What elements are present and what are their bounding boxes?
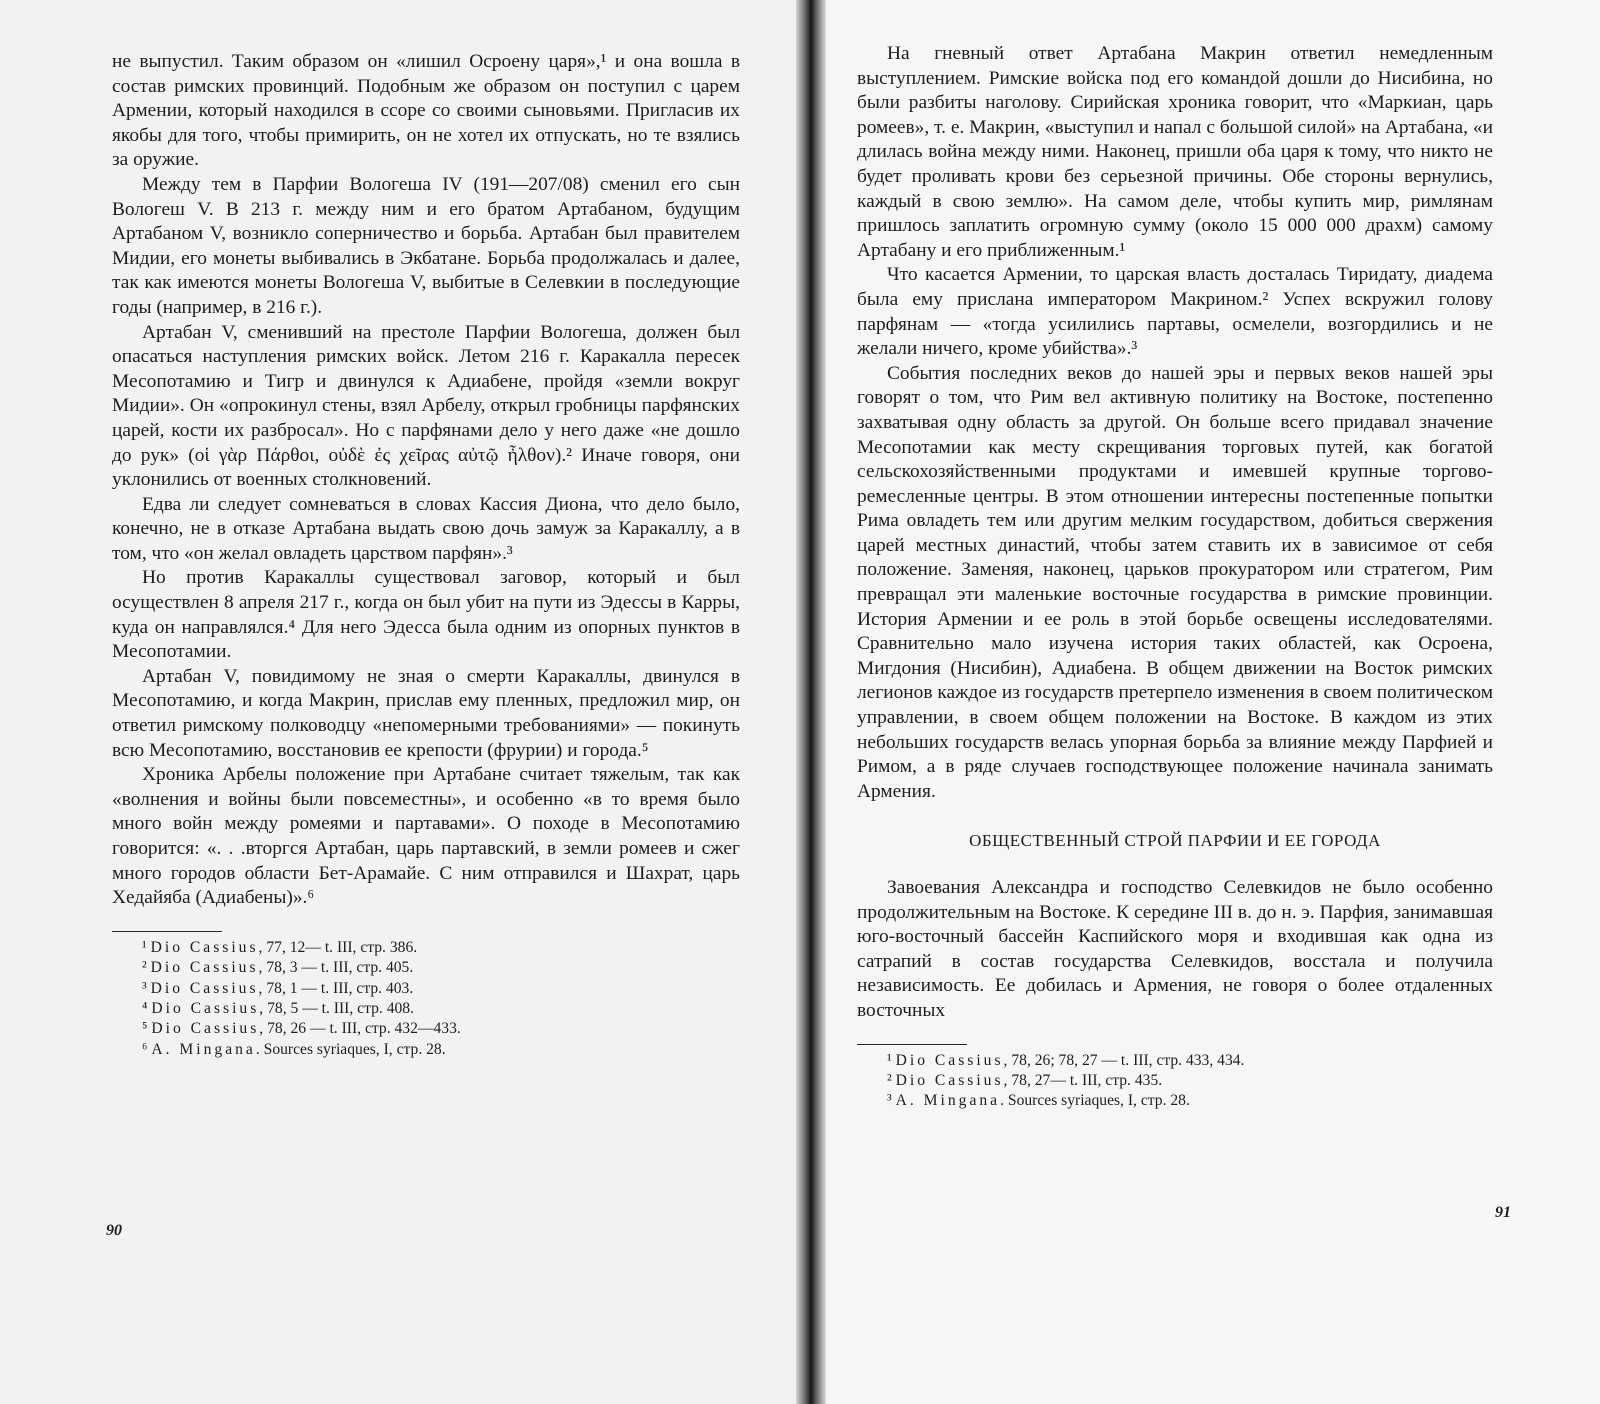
paragraph: Завоевания Александра и господство Селевкидов не было особенно продолжительным на Востоке. К середине III в. до н. э. Парфия, занимавшая юго-восточный бассейн Каспийского моря и входившая как одна из сатрапий в состав государства Селевкидов, восстала и получила независимость. Ее добилась и Армения, не говоря о более отдаленных восточных [857, 877, 1493, 1021]
paragraph: Что касается Армении, то царская власть досталась Тиридату, диадема была ему прислана императором Макрином.² Успех вскружил голову парфянам — «тогда усилились партавы, осмелели, возгордились и не желали ничего, кроме убийства».³ [857, 264, 1493, 360]
footnotes [112, 938, 740, 1060]
footnote [112, 999, 740, 1019]
footnote-mark: ⁵ [142, 1020, 148, 1038]
footnote [112, 938, 740, 958]
book-gutter [796, 0, 826, 1404]
paragraph: не выпустил. Таким образом он «лишил Осроену царя»,¹ и она вошла в состав римских провинций. Подобным же образом он поступил с царем Армении, который находился в ссоре со своими сыновьями. Пригласив их якобы для того, чтобы примирить, он не хотел их отпускать, но те взялись за оружие. [112, 51, 740, 171]
footnote [857, 1091, 1493, 1111]
footnote-mark: ⁴ [142, 1000, 148, 1017]
paragraph: Артабан V, сменивший на престоле Парфии Вологеша, должен был опасаться наступления римских войск. Летом 216 г. Каракалла пересек Месопотамию и Тигр и двинулся к Адиабене, пройдя «земли вокруг Мидии». Он «опрокинул стены, взял Арбелу, открыл гробницы парфянских царей, кости их разбросал». Но с парфянами дело у него даже «не дошло до рук» (οἱ γὰρ Πάρθοι, οὐδὲ ἐς χεῖρας αὐτῷ ἦλθον).² Иначе говоря, они уклонились от военных столкновений. [112, 321, 740, 491]
right-text-block [857, 42, 1493, 1112]
right-page [815, 0, 1600, 1404]
paragraph: На гневный ответ Артабана Макрин ответил немедленным выступлением. Римские войска под его командой дошли до Нисибина, но были разбиты наголову. Сирийская хроника говорит, что «Маркиан, царь ромеев», т. е. Макрин, «выступил и напал с большой силой» на Артабана, «и длилась война между ними. Наконец, пришли оба царя к тому, что никто не будет проливать крови без серьезной причины. Обе стороны вернулись, каждый в свою землю». На самом деле, чтобы купить мир, римлянам пришлось заплатить огромную сумму (около 15 000 000 драхм) самому Артабану и его приближенным.¹ [857, 43, 1493, 261]
footnote-mark: ³ [887, 1092, 892, 1110]
footnote-mark: ¹ [887, 1051, 892, 1069]
footnote-author: Dio Cassius [151, 1000, 260, 1017]
footnote-rule [112, 931, 222, 932]
footnote-text: , 77, 12— t. III, стр. 386. [258, 938, 418, 956]
paragraph: Между тем в Парфии Вологеша IV (191—207/08) сменил его сын Вологеш V. В 213 г. между ним и его братом Артабаном, будущим Артабаном V, возникло соперничество и борьба. Артабан был правителем Мидии, его монеты выбивались в Экбатане. Борьба продолжалась и далее, так как имеются монеты Вологеша V, выбитые в Селевкии в последующие годы (например, в 216 г.). [112, 173, 740, 318]
footnote [112, 958, 740, 978]
footnote-author: Dio Cassius [151, 1020, 260, 1038]
footnote-text: , 78, 5 — t. III, стр. 408. [259, 1000, 414, 1017]
footnote-text: . Sources syriaques, I, стр. 28. [1000, 1092, 1190, 1110]
footnote-mark: ¹ [142, 938, 147, 956]
footnote [857, 1051, 1493, 1071]
footnote-author: Dio Cassius [895, 1051, 1004, 1069]
footnote-text: , 78, 26; 78, 27 — t. III, стр. 433, 434. [1003, 1051, 1245, 1069]
paragraph: Но против Каракаллы существовал заговор, который и был осуществлен 8 апреля 217 г., когда он был убит на пути из Эдессы в Карры, куда он направлялся.⁴ Для него Эдесса была одним из опорных пунктов в Месопотамии. [112, 567, 740, 663]
footnote-text: , 78, 27— t. III, стр. 435. [1003, 1071, 1163, 1089]
footnote [112, 1019, 740, 1039]
paragraph: Артабан V, повидимому не зная о смерти Каракаллы, двинулся в Месопотамию, и когда Макрин, прислав ему пленных, предложил мир, он ответил римскому полководцу «непомерными требованиями» — покинуть всю Месопотамию, восстановив ее крепости (фрурии) и города.⁵ [112, 665, 740, 761]
footnote-mark: ² [887, 1071, 892, 1089]
footnotes [857, 1051, 1493, 1112]
footnote-text: , 78, 3 — t. III, стр. 405. [258, 959, 414, 977]
section-heading: ОБЩЕСТВЕННЫЙ СТРОЙ ПАРФИИ И ЕЕ ГОРОДА [969, 831, 1381, 851]
footnote-author: Dio Cassius [150, 979, 259, 997]
page-number: 91 [1495, 1204, 1511, 1221]
footnote [112, 1040, 740, 1060]
footnote-rule [857, 1044, 967, 1045]
footnote-author: Dio Cassius [150, 959, 259, 977]
footnote-mark: ³ [142, 979, 147, 997]
paragraph: События последних веков до нашей эры и первых веков нашей эры говорят о том, что Рим вел активную политику на Востоке, постепенно захватывая одну область за другой. Он больше всего придавал значение Месопотамии как месту скрещивания торговых путей, как богатой сельскохозяйственными продуктами и имевшей крупные торгово-ремесленные центры. В этом отношении интересны постепенные попытки Рима овладеть тем или другим мелким государством, добиться свержения царей местных династий, чтобы затем ставить их в зависимое от себя положение. Заменяя, наконец, царьков прокуратором или стратегом, Рим превращал эти маленькие восточные государства в римские провинции. История Армении и ее роль в этой борьбе освещены исследователями. Сравнительно мало изучена история таких областей, как Осроена, Мигдония (Нисибин), Адиабена. В общем движении на Восток римских легионов каждое из государств претерпело изменения в своем политическом управлении, в своем общем положении на Востоке. В каждом из этих небольших государств велась упорная борьба за влияние между Парфией и Римом, а в ряде случаев господствующее положение начинала занимать Армения. [857, 362, 1493, 802]
paragraph: Едва ли следует сомневаться в словах Кассия Диона, что дело было, конечно, не в отказе Артабана выдать свою дочь замуж за Каракаллу, а в том, что «он желал овладеть царством парфян».³ [112, 493, 740, 564]
paragraph: Хроника Арбелы положение при Артабане считает тяжелым, так как «волнения и войны были повсеместны», и особенно «в то время было много войн между ромеями и партавами». О походе в Месопотамию говорится: «. . .вторгся Артабан, царь партавский, в земли ромеев и сжег много городов области Бет-Арамайе. С ним отправился и Шахрат, царь Хедайяба (Адиабены)».⁶ [112, 764, 740, 909]
footnote-text: . Sources syriaques, I, стр. 28. [255, 1040, 446, 1058]
footnote-author: A. Mingana [151, 1040, 256, 1058]
footnote-mark: ² [142, 959, 147, 977]
footnote-text: , 78, 26 — t. III, стр. 432—433. [259, 1020, 461, 1038]
footnote-author: Dio Cassius [895, 1071, 1004, 1089]
footnote-mark: ⁶ [142, 1040, 148, 1058]
page-number: 90 [106, 1222, 122, 1239]
footnote [857, 1071, 1493, 1091]
left-text-block [112, 50, 740, 1060]
footnote-text: , 78, 1 — t. III, стр. 403. [258, 979, 414, 997]
footnote-author: Dio Cassius [150, 938, 259, 956]
footnote-author: A. Mingana [895, 1092, 1001, 1110]
footnote [112, 979, 740, 999]
